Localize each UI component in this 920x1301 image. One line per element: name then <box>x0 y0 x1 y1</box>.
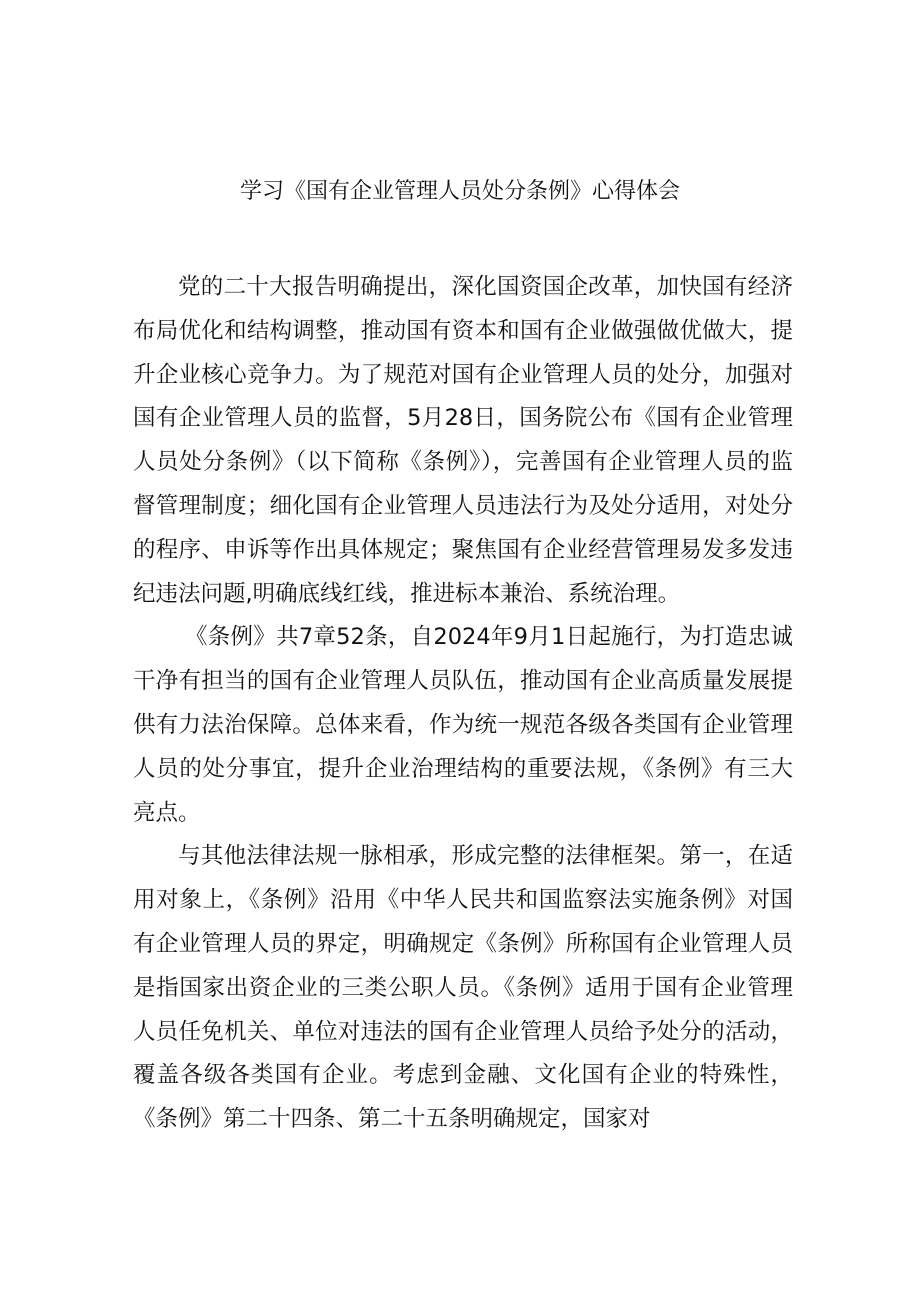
paragraph-2: 《条例》共7章52条，自2024年9月1日起施行，为打造忠诚干净有担当的国有企业管理人员队伍，推动国有企业高质量发展提供有力法治保障。总体来看，作为统一规范各级各类国有企业管理人员的处分事宜，提升企业治理结构的重要法规，《条例》有三大亮点。 <box>133 624 793 826</box>
document-title: 学习《国有企业管理人员处分条例》心得体会 <box>239 179 680 204</box>
paragraph-3: 与其他法律法规一脉相承，形成完整的法律框架。第一，在适用对象上，《条例》沿用《中华人民共和国监察法实施条例》对国有企业管理人员的界定，明确规定《条例》所称国有企业管理人员是指国家出资企业的三类公职人员。《条例》适用于国有企业管理人员任免机关、单位对违法的国有企业管理人员给予处分的活动，覆盖各级各类国有企业。考虑到金融、文化国有企业的特殊性，《条例》第二十四条、第二十五条明确规定，国家对 <box>133 843 793 1133</box>
paragraph-1: 党的二十大报告明确提出，深化国资国企改革，加快国有经济布局优化和结构调整，推动国有资本和国有企业做强做优做大，提升企业核心竞争力。为了规范对国有企业管理人员的处分，加强对国有企业管理人员的监督，5月28日，国务院公布《国有企业管理人员处分条例》（以下简称《条例》），完善国有企业管理人员的监督管理制度；细化国有企业管理人员违法行为及处分适用，对处分的程序、申诉等作出具体规定；聚焦国有企业经营管理易发多发违纪违法问题,明确底线红线，推进标本兼治、系统治理。 <box>133 274 793 607</box>
document-body <box>133 266 793 1142</box>
